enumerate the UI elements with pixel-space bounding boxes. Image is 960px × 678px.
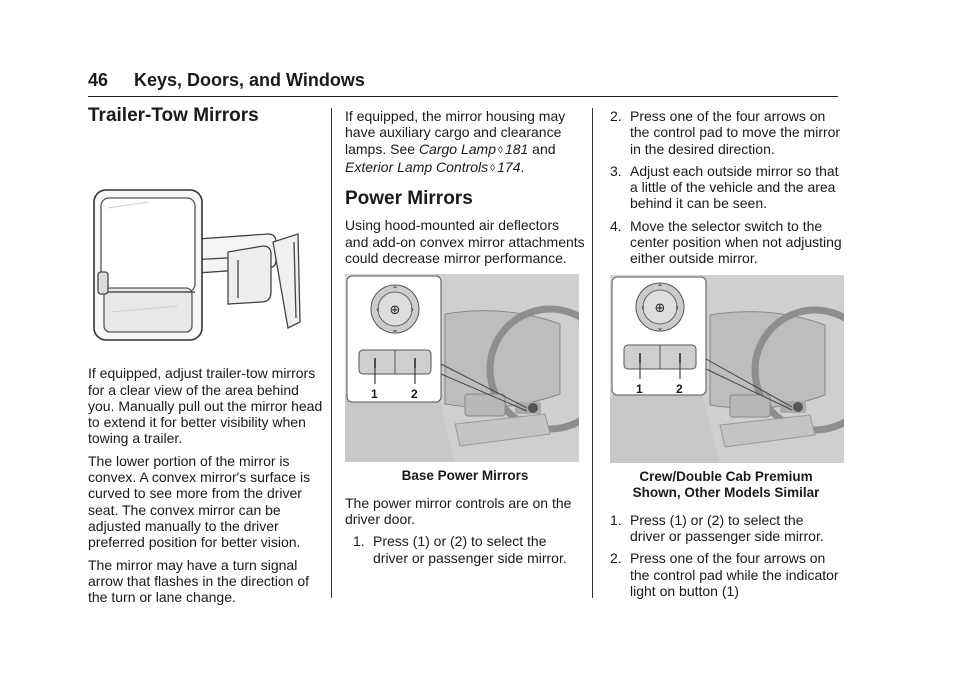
page-ref[interactable]: 181: [504, 140, 529, 157]
svg-text:⌃: ⌃: [656, 282, 664, 292]
svg-text:⌄: ⌄: [391, 325, 399, 335]
door-panel-illustration: [345, 274, 579, 462]
page-ref-arrow-icon: ◊: [497, 144, 503, 156]
column-2: [345, 108, 585, 572]
callout-label-1: 1: [371, 387, 378, 402]
figure-caption: Base Power Mirrors: [401, 468, 529, 484]
callout-label-2: 2: [676, 381, 683, 396]
step-item: 4. Move the selector switch to the center position when not adjusting either outside mirror.: [610, 217, 842, 267]
svg-text:›: ›: [675, 301, 679, 312]
page-ref[interactable]: 174: [497, 158, 521, 175]
svg-text:›: ›: [410, 304, 414, 315]
column-divider-left: [331, 108, 332, 598]
paragraph: The mirror may have a turn signal arrow that flashes in the direction of the turn or lane change.: [88, 556, 310, 606]
chapter-title: Keys, Doors, and Windows: [134, 70, 365, 90]
page-header: [88, 70, 838, 98]
step-item: 2. Press one of the four arrows on the control pad to move the mirror in the desired direction.: [610, 108, 841, 157]
paragraph-cargo-lamps: If equipped, the mirror housing may have auxiliary cargo and clearance lamps. See Cargo Lamp ◊ 181 and Exterior Lamp Controls ◊ 174.: [345, 108, 566, 175]
header-rule: [88, 96, 838, 97]
step-item: 3. Adjust each outside mirror so that a little of the vehicle and the area behind it can be seen.: [610, 162, 839, 212]
trailer-tow-mirror-illustration: [88, 142, 323, 347]
step-item: 1. Press (1) or (2) to select the driver or passenger side mirror.: [353, 533, 567, 566]
crew-cab-figure: [610, 275, 844, 463]
svg-text:⊕: ⊕: [654, 300, 666, 316]
step-item: 1. Press (1) or (2) to select the driver or passenger side mirror.: [610, 511, 824, 544]
column-divider-right: [592, 108, 593, 598]
svg-text:⊕: ⊕: [389, 303, 401, 319]
paragraph: The lower portion of the mirror is convex. A convex mirror's surface is curved to see more from the driver seat. The convex mirror can be adjusted manually to the driver preferred position for better vision.: [88, 452, 311, 551]
column-3: [610, 108, 842, 605]
svg-text:⌃: ⌃: [391, 285, 399, 295]
svg-text:‹: ‹: [641, 301, 645, 312]
svg-text:‹: ‹: [376, 304, 380, 315]
page-number: 46: [88, 70, 109, 90]
svg-text:⌄: ⌄: [656, 322, 664, 332]
callout-label-2: 2: [411, 387, 418, 402]
step-item: 2. Press one of the four arrows on the control pad while the indicator light on button (1): [610, 550, 839, 599]
base-power-mirrors-figure: [345, 274, 579, 462]
figure-caption: Crew/Double Cab Premium Shown, Other Models Similar: [632, 468, 820, 501]
column-1: [88, 105, 323, 611]
section-heading-trailer-tow: Trailer-Tow Mirrors: [88, 105, 259, 126]
section-heading-power-mirrors: Power Mirrors: [345, 188, 473, 210]
callout-label-1: 1: [636, 381, 643, 396]
link-cargo-lamp[interactable]: Cargo Lamp: [418, 140, 496, 157]
page-ref-arrow-icon: ◊: [490, 162, 496, 174]
paragraph: Using hood-mounted air deflectors and add-on convex mirror attachments could decrease mirror performance.: [345, 217, 585, 267]
link-exterior-lamp-controls[interactable]: Exterior Lamp Controls: [345, 158, 489, 175]
door-panel-illustration: [610, 275, 844, 463]
paragraph: If equipped, adjust trailer-tow mirrors for a clear view of the area behind you. Manually pull out the mirror head to extend it for better visibility when towing a trailer.: [88, 365, 323, 447]
paragraph: The power mirror controls are on the driver door.: [345, 494, 572, 528]
